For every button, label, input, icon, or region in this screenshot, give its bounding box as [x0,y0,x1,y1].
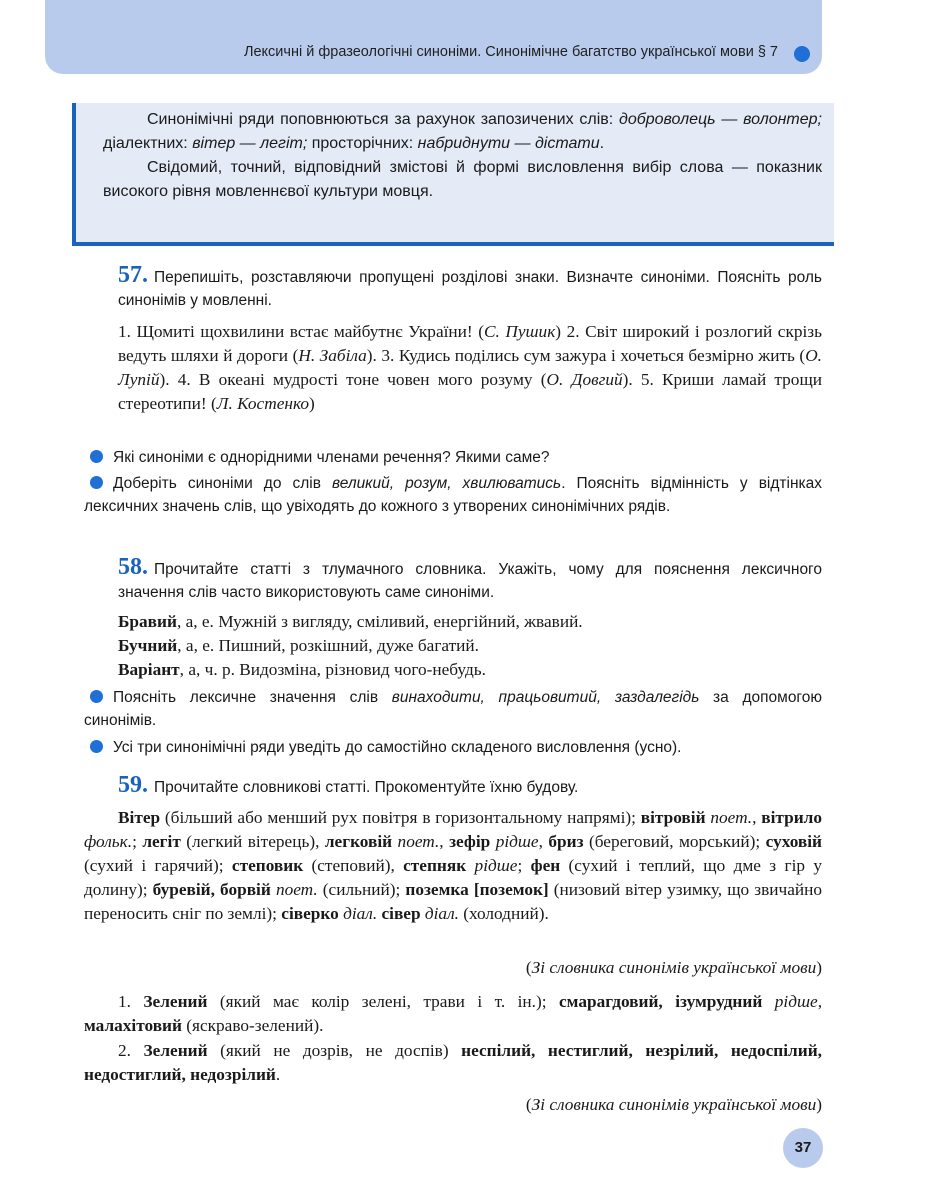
exercise-number: 57. [118,262,148,288]
rule-box [72,103,834,246]
bullet-icon [90,476,103,489]
header-dot-icon [794,46,810,62]
dictionary-entry-2: Бучний, а, е. Пишний, розкішний, дуже багатий. [118,636,479,655]
running-title: Лексичні й фразеологічні синоніми. Синонімічне багатство української мови § 7 [243,44,778,60]
rule-paragraph-2: Свідомий, точний, відповідний змістові й формі висловлення вибір слова — показник високого рівня мовленнєвої культури мовця. [103,159,822,200]
exercise-57-question-2: Доберіть синоніми до слів великий, розум, хвилюватись. Поясніть відмінність у відтінках лексичних значень слів, що увіходять до кожного з утворених синонімічних рядів. [84,475,823,515]
bullet-icon [90,740,103,753]
exercise-57-sentences: 1. Щомиті щохвилини встає майбутнє України! (С. Пушик) 2. Світ широкий і розлогий скрізь ведуть шляхи й дороги (Н. Забіла). 3. Кудись поділись сум зажура і хочеться безмірно жить (О. Лупій). 4. В океані мудрості тоне човен мого розуму (О. Довгий). 5. Криши ламай трощи стереотипи! (Л. Костенко) [118,322,822,413]
bullet-icon [90,690,103,703]
exercise-58-task: 58. Прочитайте статті з тлумачного словника. Укажіть, чому для пояснення лексичного значення слів часто використовують саме синоніми. [118,554,822,601]
exercise-number: 59. [118,772,148,798]
synonym-entry-zelenyi-1: 1. Зелений (який має колір зелені, трави і т. ін.); смарагдовий, ізумрудний рідше, малахітовий (яскраво-зелений). [84,992,823,1035]
source-citation-1: (Зі словника синонімів української мови) [525,958,822,977]
dictionary-entry-1: Бравий, а, е. Мужній з вигляду, сміливий, енергійний, жвавий. [118,612,583,631]
synonym-entry-viter: Вітер (більший або менший рух повітря в горизонтальному напрямі); вітровій поет., вітрило фольк.; легіт (легкий вітерець), легковій поет., зефір рідше, бриз (береговий, морський); суховій (сухий і гарячий); степовик (степовий), степняк рідше; фен (сухий і теплий, що дме з гір у долину); буревій, борвій поет. (сильний); поземка [поземок] (низовий вітер узимку, що звичайно переносить сніг по землі); сіверко діал. сівер діал. (холодний). [84,808,823,923]
rule-paragraph-1: Синонімічні ряди поповнюються за рахунок запозичених слів: доброволець — волонтер; діалектних: вітер — легіт; просторічних: набриднути — дістати. [103,111,823,152]
exercise-59-task: 59. Прочитайте словникові статті. Прокоментуйте їхню будову. [118,772,579,798]
exercise-57-task: 57. Перепишіть, розставляючи пропущені розділові знаки. Визначте синоніми. Поясніть роль синонімів у мовленні. [118,262,822,309]
synonym-entry-zelenyi-2: 2. Зелений (який не дозрів, не доспів) неспілий, нестиглий, незрілий, недоспілий, недостиглий, недозрілий. [84,1041,822,1084]
exercise-number: 58. [118,554,148,580]
dictionary-entry-3: Варіант, а, ч. р. Видозміна, різновид чого-небудь. [118,660,486,679]
source-citation-2: (Зі словника синонімів української мови) [525,1095,822,1114]
page-header [45,0,822,74]
page-number: 37 [783,1128,823,1168]
exercise-58-question-2: Усі три синонімічні ряди уведіть до самостійно складеного висловлення (усно). [84,736,822,759]
bullet-icon [90,450,103,463]
exercise-58-question-1: Поясніть лексичне значення слів винаходити, працьовитий, заздалегідь за допомогою синонімів. [84,689,822,729]
exercise-57-question-1: Які синоніми є однорідними членами речення? Якими саме? [84,446,822,469]
